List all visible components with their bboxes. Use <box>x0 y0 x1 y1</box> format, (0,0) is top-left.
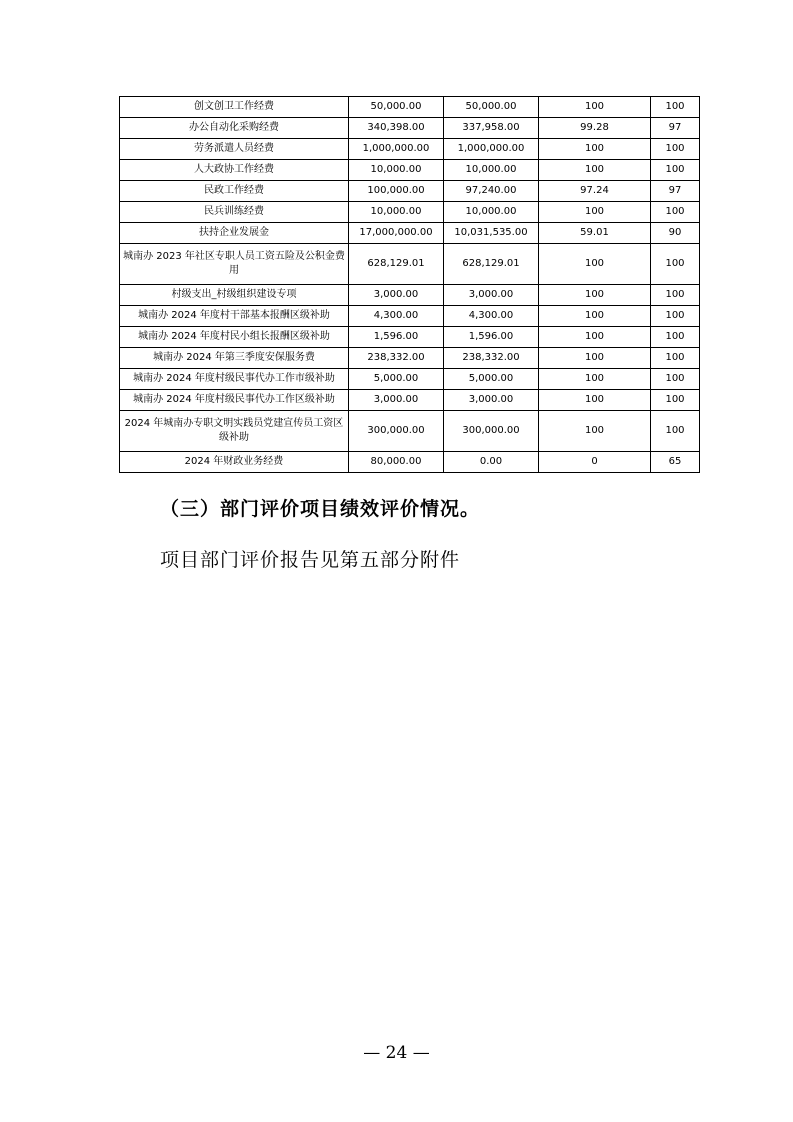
project-name-cell: 城南办 2024 年度村级民事代办工作市级补助 <box>120 369 349 390</box>
project-name-cell: 民兵训练经费 <box>120 202 349 223</box>
table-row <box>120 327 700 348</box>
amount-cell: 1,596.00 <box>444 327 539 348</box>
amount-cell: 50,000.00 <box>444 97 539 118</box>
project-name-cell: 办公自动化采购经费 <box>120 118 349 139</box>
amount-cell: 100,000.00 <box>349 181 444 202</box>
rate-cell: 100 <box>539 202 651 223</box>
rate-cell: 100 <box>539 348 651 369</box>
project-name-cell: 民政工作经费 <box>120 181 349 202</box>
amount-cell: 97,240.00 <box>444 181 539 202</box>
amount-cell: 17,000,000.00 <box>349 223 444 244</box>
amount-cell: 0.00 <box>444 452 539 473</box>
score-cell: 97 <box>651 181 700 202</box>
amount-cell: 337,958.00 <box>444 118 539 139</box>
score-cell: 100 <box>651 139 700 160</box>
project-name-cell: 城南办 2024 年度村干部基本报酬区级补助 <box>120 306 349 327</box>
amount-cell: 3,000.00 <box>349 285 444 306</box>
table-row <box>120 160 700 181</box>
table-row <box>120 118 700 139</box>
amount-cell: 5,000.00 <box>444 369 539 390</box>
table-row <box>120 181 700 202</box>
score-cell: 100 <box>651 390 700 411</box>
amount-cell: 5,000.00 <box>349 369 444 390</box>
amount-cell: 4,300.00 <box>444 306 539 327</box>
project-name-cell: 城南办 2023 年社区专职人员工资五险及公积金费用 <box>120 244 349 285</box>
rate-cell: 100 <box>539 160 651 181</box>
amount-cell: 238,332.00 <box>444 348 539 369</box>
score-cell: 100 <box>651 97 700 118</box>
amount-cell: 10,000.00 <box>349 202 444 223</box>
table-row <box>120 369 700 390</box>
rate-cell: 0 <box>539 452 651 473</box>
table-row <box>120 285 700 306</box>
project-name-cell: 2024 年财政业务经费 <box>120 452 349 473</box>
amount-cell: 300,000.00 <box>444 411 539 452</box>
rate-cell: 100 <box>539 139 651 160</box>
amount-cell: 10,000.00 <box>444 202 539 223</box>
table-row <box>120 223 700 244</box>
project-name-cell: 城南办 2024 年度村民小组长报酬区级补助 <box>120 327 349 348</box>
rate-cell: 59.01 <box>539 223 651 244</box>
rate-cell: 100 <box>539 306 651 327</box>
project-name-cell: 城南办 2024 年度村级民事代办工作区级补助 <box>120 390 349 411</box>
amount-cell: 10,000.00 <box>349 160 444 181</box>
section-heading: （三）部门评价项目绩效评价情况。 <box>160 498 481 520</box>
table-row <box>120 97 700 118</box>
project-name-cell: 人大政协工作经费 <box>120 160 349 181</box>
amount-cell: 3,000.00 <box>444 285 539 306</box>
amount-cell: 300,000.00 <box>349 411 444 452</box>
table-row <box>120 390 700 411</box>
score-cell: 65 <box>651 452 700 473</box>
table-row <box>120 244 700 285</box>
rate-cell: 100 <box>539 369 651 390</box>
body-paragraph: 项目部门评价报告见第五部分附件 <box>160 549 461 571</box>
amount-cell: 10,000.00 <box>444 160 539 181</box>
rate-cell: 100 <box>539 411 651 452</box>
score-cell: 97 <box>651 118 700 139</box>
amount-cell: 1,000,000.00 <box>349 139 444 160</box>
amount-cell: 1,596.00 <box>349 327 444 348</box>
amount-cell: 3,000.00 <box>349 390 444 411</box>
table-row <box>120 202 700 223</box>
project-name-cell: 2024 年城南办专职文明实践员党建宣传员工资区级补助 <box>120 411 349 452</box>
amount-cell: 340,398.00 <box>349 118 444 139</box>
score-cell: 100 <box>651 306 700 327</box>
score-cell: 100 <box>651 348 700 369</box>
amount-cell: 238,332.00 <box>349 348 444 369</box>
rate-cell: 100 <box>539 327 651 348</box>
amount-cell: 50,000.00 <box>349 97 444 118</box>
score-cell: 100 <box>651 327 700 348</box>
rate-cell: 99.28 <box>539 118 651 139</box>
score-cell: 90 <box>651 223 700 244</box>
page-number: — 24 — <box>363 1043 430 1063</box>
score-cell: 100 <box>651 411 700 452</box>
rate-cell: 100 <box>539 244 651 285</box>
table-row <box>120 452 700 473</box>
score-cell: 100 <box>651 285 700 306</box>
amount-cell: 1,000,000.00 <box>444 139 539 160</box>
project-performance-table <box>119 96 700 473</box>
score-cell: 100 <box>651 160 700 181</box>
table-row <box>120 306 700 327</box>
rate-cell: 100 <box>539 390 651 411</box>
project-name-cell: 村级支出_村级组织建设专项 <box>120 285 349 306</box>
project-name-cell: 劳务派遣人员经费 <box>120 139 349 160</box>
amount-cell: 80,000.00 <box>349 452 444 473</box>
table-row <box>120 139 700 160</box>
score-cell: 100 <box>651 244 700 285</box>
amount-cell: 628,129.01 <box>349 244 444 285</box>
score-cell: 100 <box>651 202 700 223</box>
amount-cell: 10,031,535.00 <box>444 223 539 244</box>
score-cell: 100 <box>651 369 700 390</box>
table-row <box>120 411 700 452</box>
amount-cell: 4,300.00 <box>349 306 444 327</box>
amount-cell: 628,129.01 <box>444 244 539 285</box>
rate-cell: 100 <box>539 285 651 306</box>
project-name-cell: 城南办 2024 年第三季度安保服务费 <box>120 348 349 369</box>
table-row <box>120 348 700 369</box>
amount-cell: 3,000.00 <box>444 390 539 411</box>
rate-cell: 100 <box>539 97 651 118</box>
project-name-cell: 创文创卫工作经费 <box>120 97 349 118</box>
project-name-cell: 扶持企业发展金 <box>120 223 349 244</box>
rate-cell: 97.24 <box>539 181 651 202</box>
